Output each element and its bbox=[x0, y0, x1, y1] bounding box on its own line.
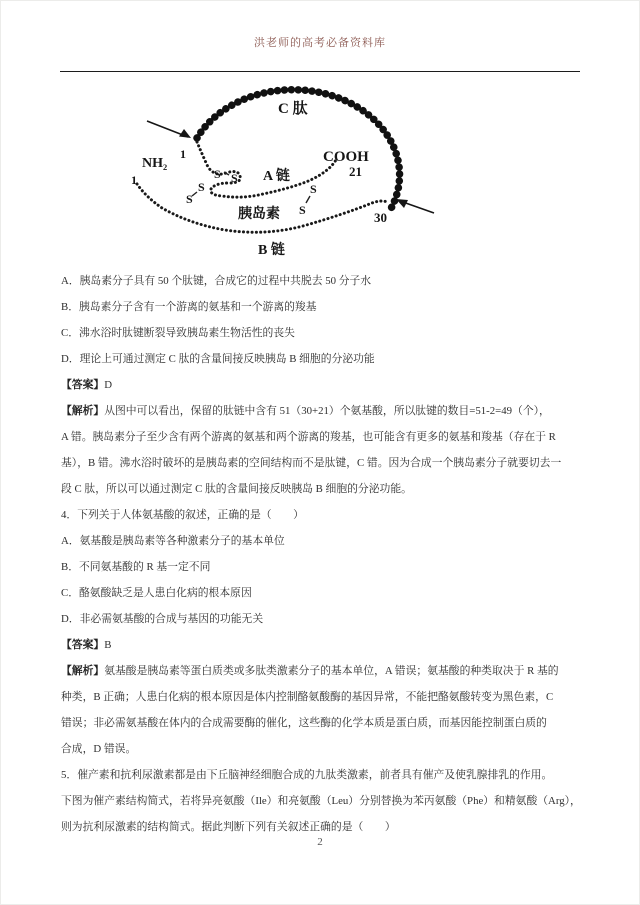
label-pos-30: 30 bbox=[374, 210, 387, 225]
page-footer bbox=[0, 836, 640, 848]
s-atom-2-icon: S bbox=[231, 171, 238, 185]
s-atom-6-icon: S bbox=[299, 203, 306, 217]
q4-analysis-line-4: 合成，D 错误。 bbox=[61, 743, 137, 755]
q3-answer bbox=[61, 372, 583, 398]
insulin-structure-diagram bbox=[0, 72, 640, 268]
label-c-peptide: C 肽 bbox=[278, 101, 308, 117]
q4-option-d: D．非必需氨基酸的合成与基因的功能无关 bbox=[61, 613, 264, 625]
q4-analysis-line-1 bbox=[61, 658, 583, 684]
q4-option-c: C．酪氨酸缺乏是人患白化病的根本原因 bbox=[61, 587, 252, 599]
q3-analysis-line-4: 段 C 肽，所以可以通过测定 C 肽的含量间接反映胰岛 B 细胞的分泌功能。 bbox=[61, 483, 412, 495]
q5-stem-line-2: 下图为催产素结构简式，若将异亮氨酸（Ile）和亮氨酸（Leu）分别替换为苯丙氨酸（Phe）和精氨酸（Arg）， bbox=[61, 795, 581, 807]
s-atom-5-icon: S bbox=[310, 182, 317, 196]
q4-option-a: A．氨基酸是胰岛素等各种激素分子的基本单位 bbox=[61, 535, 285, 547]
header-title: 洪老师的高考必备资料库 bbox=[254, 37, 386, 49]
ss-bond-dash-2 bbox=[192, 192, 197, 196]
label-pos-21: 21 bbox=[349, 164, 362, 179]
q3-option-c: C．沸水浴时肽键断裂导致胰岛素生物活性的丧失 bbox=[61, 327, 295, 339]
q3-analysis-line-2: A 错。胰岛素分子至少含有两个游离的氨基和两个游离的羧基，也可能含有更多的氨基和羧基（存在于 R bbox=[61, 431, 556, 443]
q5-stem-line-1: 5．催产素和抗利尿激素都是由下丘脑神经细胞合成的九肽类激素，前者具有催产及使乳腺排乳的作用。 bbox=[61, 769, 553, 781]
q3-answer-value: D bbox=[104, 379, 112, 391]
q4-answer-value: B bbox=[104, 639, 112, 651]
s-atom-1-icon: S bbox=[214, 167, 221, 181]
label-insulin: 胰岛素 bbox=[238, 207, 280, 222]
page-number: 2 bbox=[317, 836, 323, 848]
q4-answer bbox=[61, 632, 583, 658]
label-a-chain: A 链 bbox=[263, 169, 290, 184]
q4-analysis-line-3: 错误；非必需氨基酸在体内的合成需要酶的催化，这些酶的化学本质是蛋白质，而基因能控制蛋白质的 bbox=[61, 717, 547, 729]
q4-option-b: B．不同氨基酸的 R 基一定不同 bbox=[61, 561, 211, 573]
q4-analysis-label: 【解析】 bbox=[61, 665, 105, 677]
q3-option-d: D．理论上可通过测定 C 肽的含量间接反映胰岛 B 细胞的分泌功能 bbox=[61, 353, 375, 365]
q3-option-a: A．胰岛素分子具有 50 个肽键，合成它的过程中共脱去 50 分子水 bbox=[61, 275, 372, 287]
label-b-chain: B 链 bbox=[258, 243, 285, 258]
q4-analysis-line-2: 种类，B 正确；人患白化病的根本原因是体内控制酪氨酸酶的基因异常，不能把酪氨酸转变为黑色素，C bbox=[61, 691, 554, 703]
question-content bbox=[61, 268, 583, 840]
q3-analysis-label: 【解析】 bbox=[61, 405, 105, 417]
q3-option-b: B．胰岛素分子含有一个游离的氨基和一个游离的羧基 bbox=[61, 301, 317, 313]
q3-analysis-line-1 bbox=[61, 398, 583, 424]
s-atom-3-icon: S bbox=[198, 180, 205, 194]
q4-stem: 4．下列关于人体氨基酸的叙述，正确的是（ ） bbox=[61, 509, 304, 521]
q5-stem-line-3: 则为抗利尿激素的结构简式。据此判断下列有关叙述正确的是（ ） bbox=[61, 821, 396, 833]
q4-answer-label: 【答案】 bbox=[61, 639, 105, 651]
q3-answer-label: 【答案】 bbox=[61, 379, 105, 391]
q4-analysis-text-1: 氨基酸是胰岛素等蛋白质类或多肽类激素分子的基本单位，A 错误；氨基酸的种类取决于 R 基的 bbox=[104, 665, 559, 677]
q3-analysis-line-3: 基），B 错。沸水浴时破坏的是胰岛素的空间结构而不是肽键，C 错。因为合成一个胰岛素分子就要切去一 bbox=[61, 457, 562, 469]
label-a-chain-start-1: 1 bbox=[180, 147, 186, 161]
right-pointer-arrow bbox=[396, 199, 434, 213]
ss-bond-dash-3 bbox=[306, 196, 310, 203]
label-nh2: NH₂ bbox=[142, 156, 168, 171]
q3-analysis-text-1: 从图中可以看出，保留的肽链中含有 51（30+21）个氨基酸，所以肽键的数目=51-2=49（个）， bbox=[104, 405, 550, 417]
label-b-chain-start-1: 1 bbox=[131, 173, 137, 187]
left-pointer-arrow bbox=[147, 121, 191, 138]
s-atom-4-icon: S bbox=[186, 192, 193, 206]
label-cooh: COOH bbox=[323, 149, 369, 165]
